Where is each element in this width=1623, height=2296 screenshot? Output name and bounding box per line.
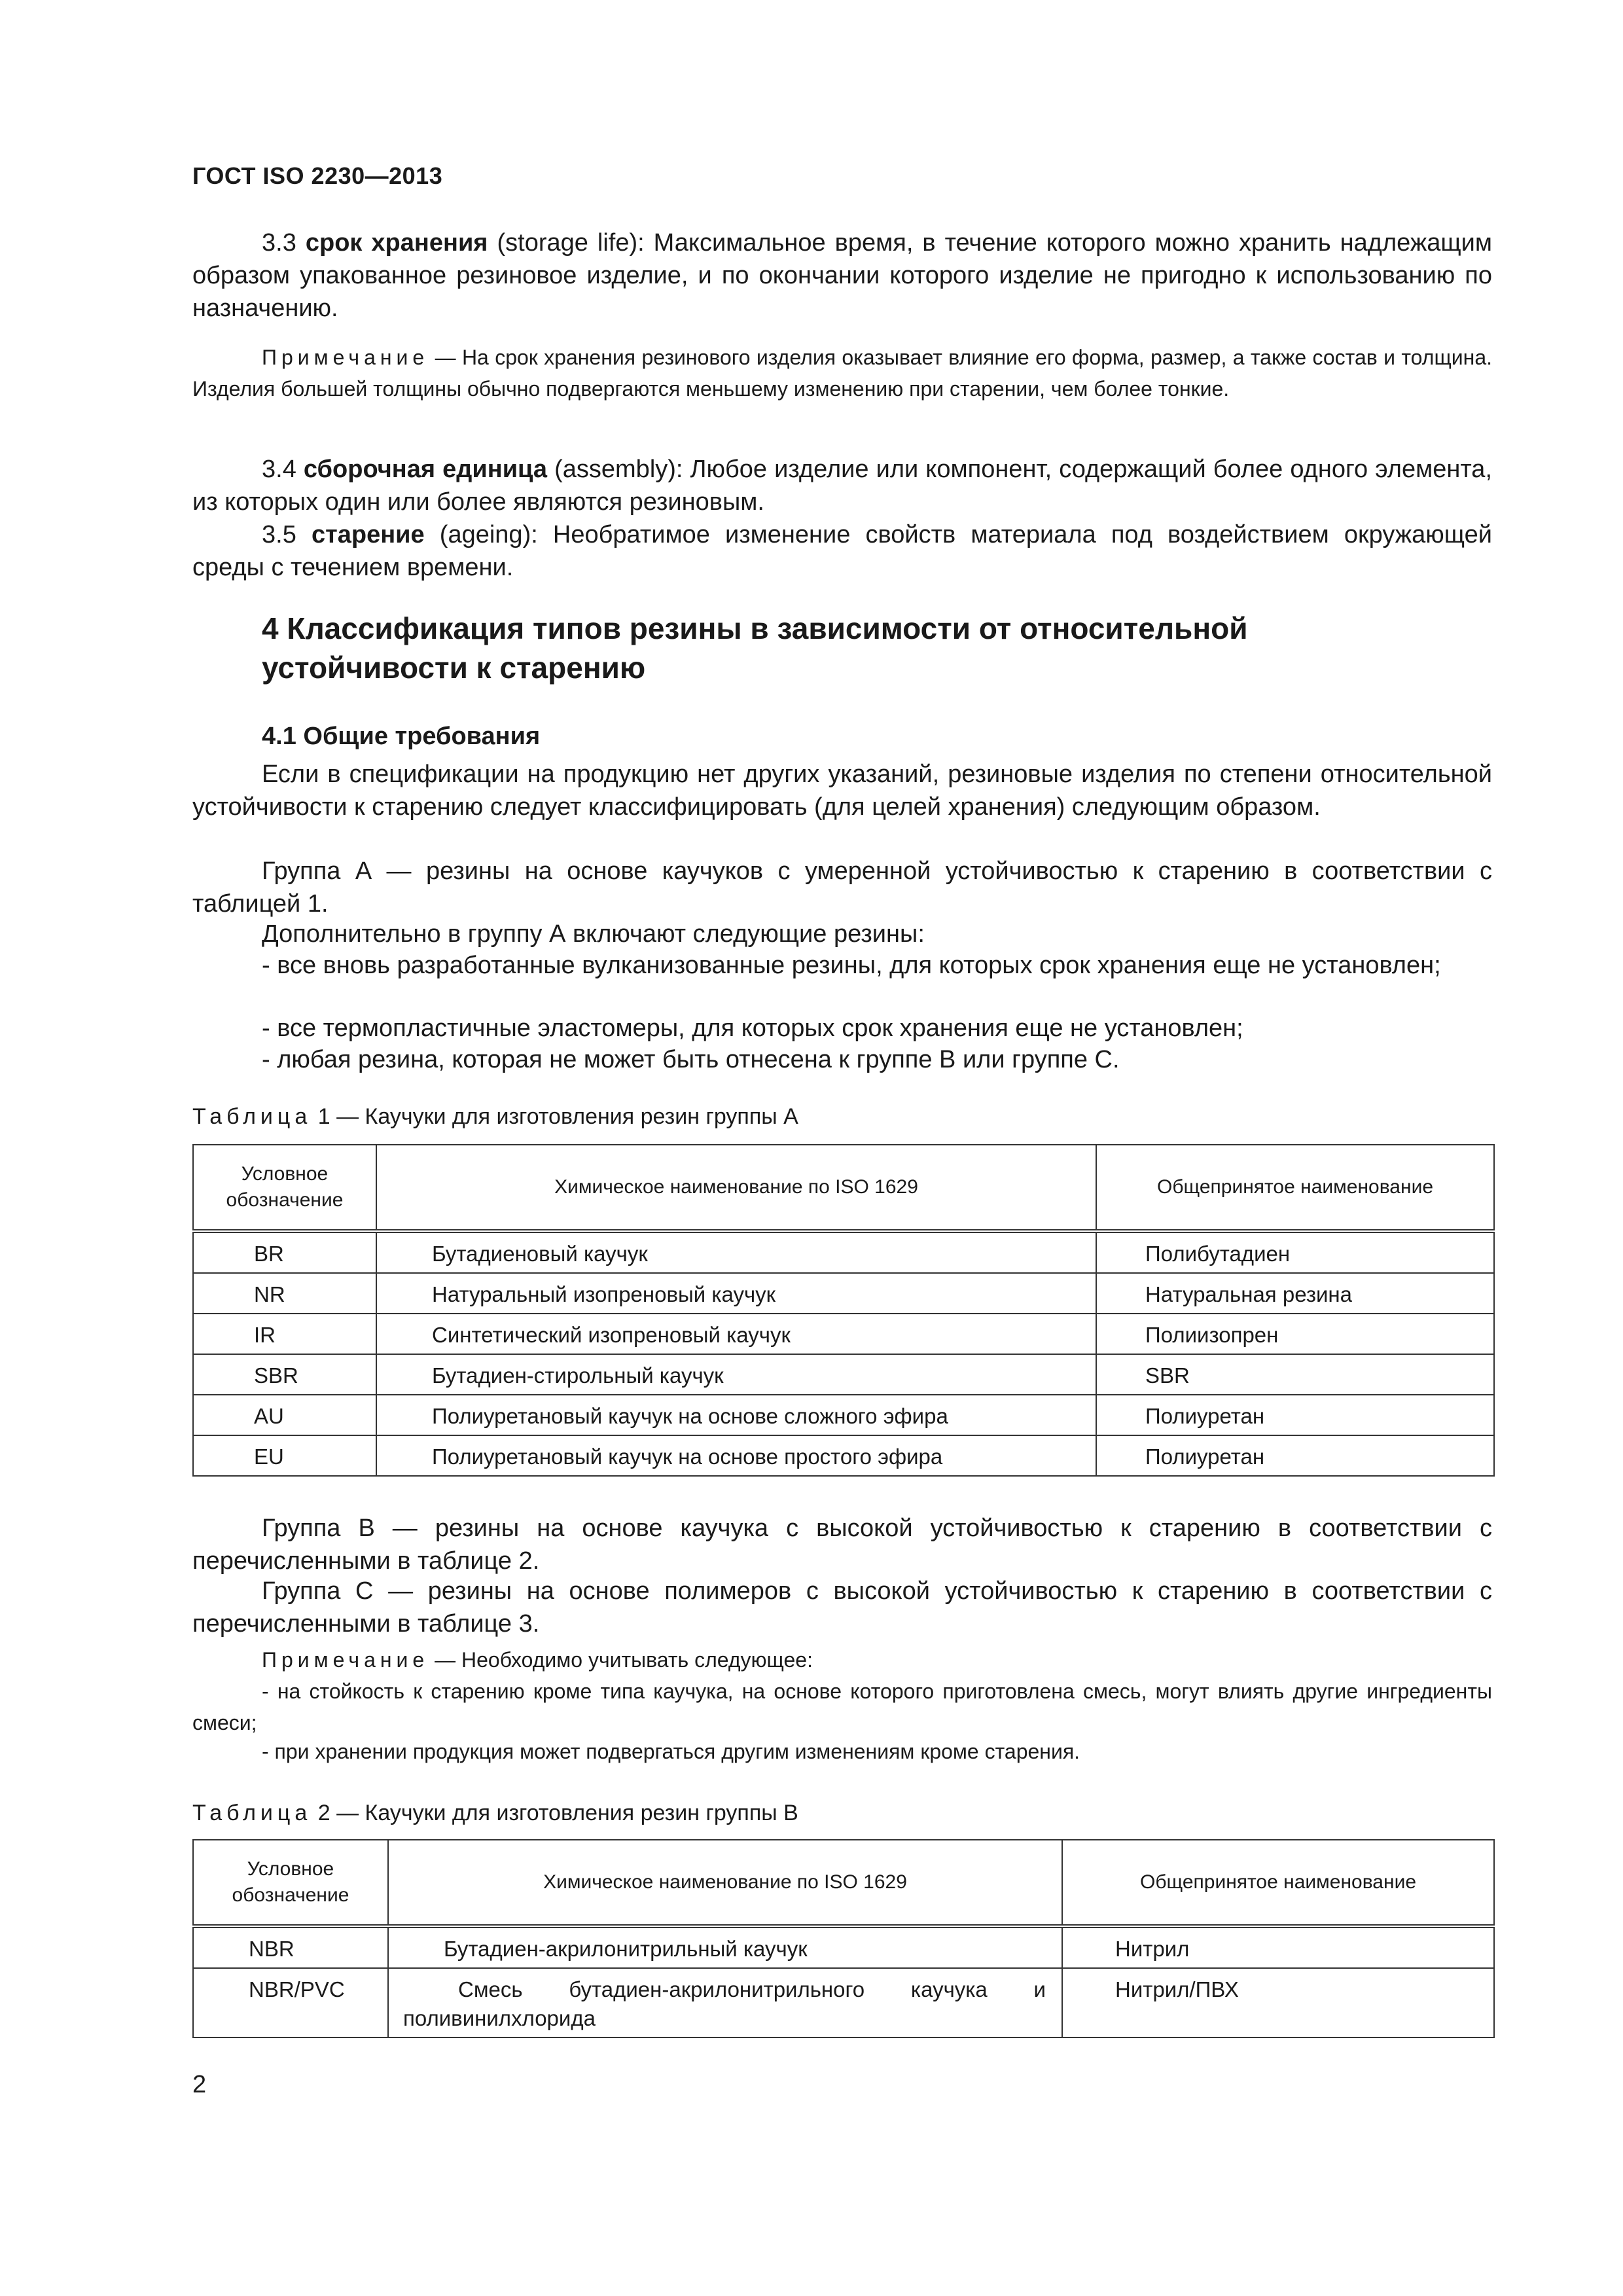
- list-item: - все термопластичные эластомеры, для которых срок хранения еще не установлен;: [262, 1014, 1243, 1042]
- clause-3-3: [192, 226, 1492, 325]
- table-row: [193, 1926, 1494, 1968]
- page-number: 2: [192, 2071, 207, 2098]
- section-title-line: устойчивости к старению: [262, 651, 646, 685]
- cell-common-name: Натуральная резина: [1096, 1273, 1494, 1314]
- clause-number: 3.4: [262, 456, 296, 483]
- column-header: Химическое наименование по ISO 1629: [376, 1145, 1096, 1231]
- cell-common-name: SBR: [1096, 1354, 1494, 1395]
- table-1-caption: [192, 1102, 798, 1131]
- cell-common-name: Полибутадиен: [1096, 1231, 1494, 1273]
- paragraph: Группа В — резины на основе каучука с высокой устойчивостью к старению в соответствии с перечисленными в таблице 2.: [192, 1515, 1492, 1575]
- cell-chemical-name: Бутадиен-акрилонитрильный каучук: [388, 1926, 1062, 1968]
- cell-common-name: Нитрил: [1062, 1926, 1494, 1968]
- clause-3-5: [192, 518, 1492, 584]
- column-header: Химическое наименование по ISO 1629: [388, 1840, 1062, 1926]
- section-4-1-title: 4.1 Общие требования: [262, 723, 541, 750]
- term: сборочная единица: [303, 456, 548, 483]
- term: старение: [311, 521, 425, 548]
- cell-chemical-name: Бутадиеновый каучук: [376, 1231, 1096, 1273]
- table-row: [193, 1231, 1494, 1273]
- clause-number: 3.3: [262, 229, 296, 257]
- paragraph: Группа А — резины на основе каучуков с умеренной устойчивостью к старению в соответствии с таблицей 1.: [192, 857, 1492, 918]
- note-list-item: - на стойкость к старению кроме типа каучука, на основе которого приготовлена смесь, могут влиять другие ингредиенты смеси;: [192, 1679, 1492, 1734]
- cell-chemical-name: Натуральный изопреновый каучук: [376, 1273, 1096, 1314]
- section-4-title: [262, 609, 1492, 687]
- note-1: [192, 342, 1492, 404]
- cell-code: SBR: [193, 1354, 376, 1395]
- table-2-caption: [192, 1799, 798, 1827]
- cell-chemical-name: Бутадиен-стирольный каучук: [376, 1354, 1096, 1395]
- cell-code: NBR: [193, 1926, 388, 1968]
- section-title-line: 4 Классификация типов резины в зависимости от относительной: [262, 611, 1248, 645]
- column-header: Условное обозначение: [193, 1840, 388, 1926]
- cell-chemical-name: Полиуретановый каучук на основе простого эфира: [376, 1435, 1096, 1476]
- cell-common-name: Полиуретан: [1096, 1395, 1494, 1435]
- caption-label: Таблица: [192, 1104, 312, 1129]
- paragraph: Если в спецификации на продукцию нет других указаний, резиновые изделия по степени относительной устойчивости к старению следует классифицировать (для целей хранения) следующим образом.: [192, 761, 1492, 821]
- note-text: — Необходимо учитывать следующее:: [429, 1648, 813, 1672]
- definition: (ageing): Необратимое изменение свойств материала под воздействием окружающей среды с течением времени.: [192, 521, 1493, 581]
- table-row: [193, 1435, 1494, 1476]
- list-item: - все вновь разработанные вулканизованные резины, для которых срок хранения еще не установлен;: [262, 952, 1441, 979]
- definition: (storage life): Максимальное время, в течение которого можно хранить надлежащим образом упакованное резиновое изделие, и по окончании которого изделие не пригодно к использованию по назначению.: [192, 229, 1493, 322]
- paragraph: Дополнительно в группу А включают следующие резины:: [262, 920, 925, 948]
- paragraph: Группа С — резины на основе полимеров с высокой устойчивостью к старению в соответствии с перечисленными в таблице 3.: [192, 1577, 1492, 1638]
- caption-text: 2 — Каучуки для изготовления резин группы В: [312, 1801, 798, 1825]
- cell-common-name: Полиуретан: [1096, 1435, 1494, 1476]
- note-label: Примечание: [262, 1648, 429, 1672]
- column-header: Общепринятое наименование: [1062, 1840, 1494, 1926]
- caption-label: Таблица: [192, 1801, 312, 1825]
- cell-chemical-name: Смесь бутадиен-акрилонитрильного каучука и поливинилхлорида: [388, 1968, 1062, 2037]
- term: срок хранения: [305, 229, 488, 257]
- cell-code: NR: [193, 1273, 376, 1314]
- note-list-item: - при хранении продукция может подвергаться другим изменениям кроме старения.: [262, 1740, 1080, 1763]
- cell-chemical-name: Полиуретановый каучук на основе сложного эфира: [376, 1395, 1096, 1435]
- cell-code: NBR/PVC: [193, 1968, 388, 2037]
- table-row: [193, 1314, 1494, 1354]
- column-header: Общепринятое наименование: [1096, 1145, 1494, 1231]
- cell-common-name: Полиизопрен: [1096, 1314, 1494, 1354]
- cell-code: AU: [193, 1395, 376, 1435]
- table-row: [193, 1968, 1494, 2037]
- clause-3-4: [192, 453, 1492, 518]
- definition: (assembly): Любое изделие или компонент, содержащий более одного элемента, из которых один или более являются резиновым.: [192, 456, 1492, 516]
- cell-code: BR: [193, 1231, 376, 1273]
- note-2: [192, 1644, 1492, 1676]
- note-label: Примечание: [262, 346, 429, 369]
- cell-code: EU: [193, 1435, 376, 1476]
- clause-number: 3.5: [262, 521, 296, 548]
- table-1: [192, 1144, 1495, 1477]
- table-2: [192, 1839, 1495, 2038]
- document-header: ГОСТ ISO 2230—2013: [192, 162, 443, 189]
- table-row: [193, 1395, 1494, 1435]
- cell-common-name: Нитрил/ПВХ: [1062, 1968, 1494, 2037]
- note-text: — На срок хранения резинового изделия оказывает влияние его форма, размер, а также состав и толщина. Изделия большей толщины обычно подвергаются меньшему изменению при старении, чем более тонкие.: [192, 346, 1492, 401]
- cell-chemical-name: Синтетический изопреновый каучук: [376, 1314, 1096, 1354]
- table-row: [193, 1273, 1494, 1314]
- column-header: Условное обозначение: [193, 1145, 376, 1231]
- cell-code: IR: [193, 1314, 376, 1354]
- table-row: [193, 1354, 1494, 1395]
- caption-text: 1 — Каучуки для изготовления резин группы А: [312, 1104, 798, 1129]
- list-item: - любая резина, которая не может быть отнесена к группе В или группе С.: [262, 1046, 1120, 1073]
